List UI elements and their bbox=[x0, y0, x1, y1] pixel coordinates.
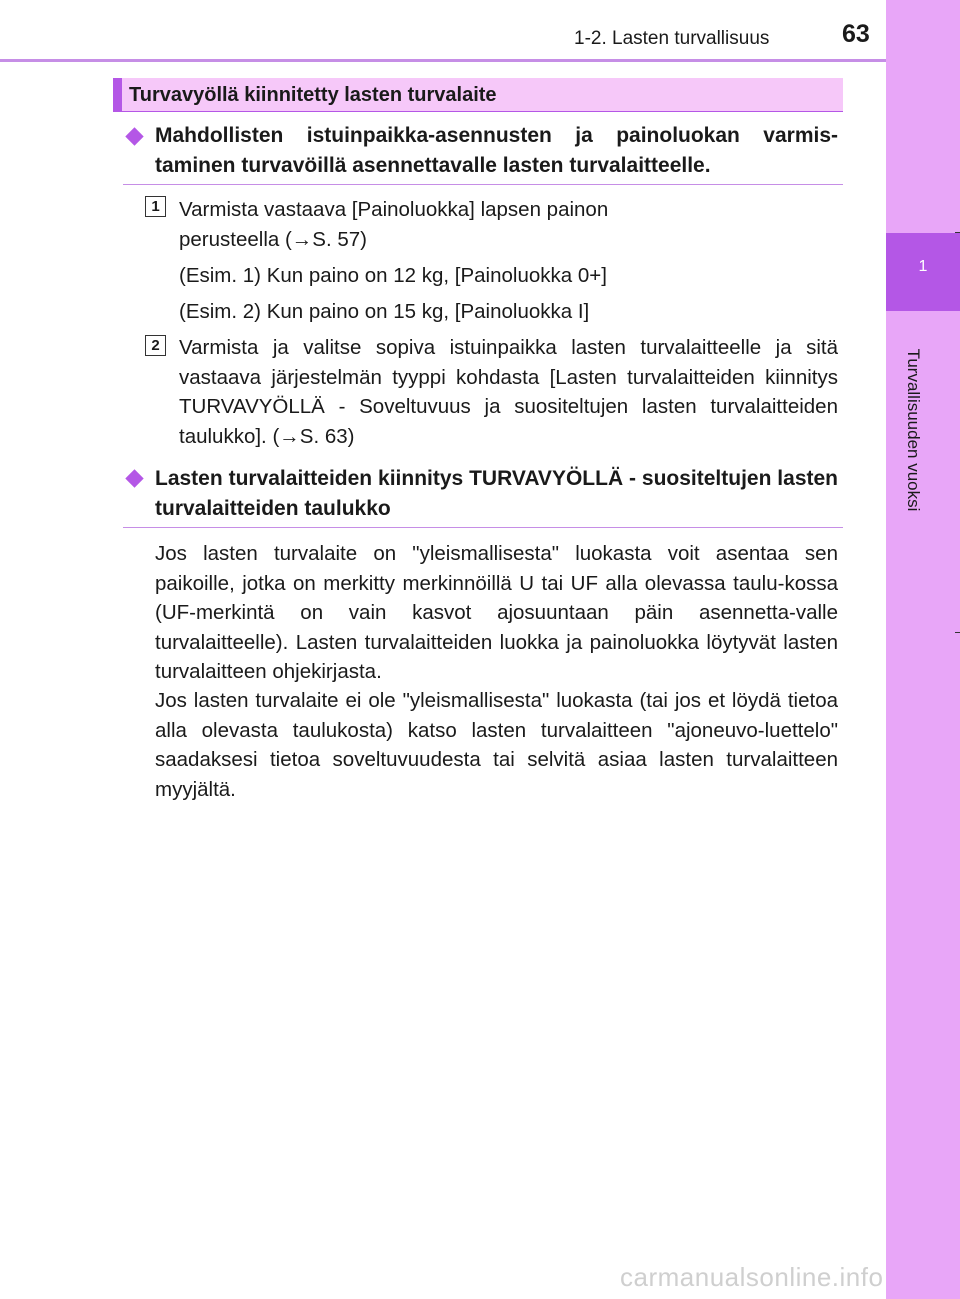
header-section-title: 1-2. Lasten turvallisuus bbox=[574, 28, 770, 49]
step-text: Varmista vastaava [Painoluokka] lapsen painon perusteella (→S. 57) bbox=[179, 198, 609, 251]
header-divider bbox=[0, 59, 886, 62]
section-title-accent bbox=[113, 78, 122, 112]
subsection-heading: Lasten turvalaitteiden kiinnitys TURVAVYÖLLÄ - suositeltujen lasten turvalaitteiden taulukko bbox=[155, 467, 838, 520]
chapter-side-tab bbox=[886, 0, 960, 1299]
step-example: (Esim. 1) Kun paino on 12 kg, [Painoluokka 0+] bbox=[179, 264, 607, 287]
tab-tick bbox=[955, 632, 960, 633]
section-title: Turvavyöllä kiinnitetty lasten turvalaite bbox=[129, 84, 497, 106]
step-number-badge: 1 bbox=[145, 196, 166, 217]
page-number: 63 bbox=[842, 20, 870, 48]
step-number-badge: 2 bbox=[145, 335, 166, 356]
section-title-rule bbox=[113, 111, 843, 112]
body-paragraph: Jos lasten turvalaite ei ole "yleismallisesta" luokasta (tai jos et löydä tietoa alla olevasta taulukosta) katso lasten turvalaitteen "ajoneuvo-luettelo" saadaksesi tietoa soveltuvuudesta tai selvitä asiaa lasten turvalaitteen myyjältä. bbox=[155, 689, 838, 801]
tab-tick bbox=[955, 232, 960, 233]
subsection-rule bbox=[123, 527, 843, 528]
diamond-bullet-icon bbox=[125, 127, 143, 145]
subsection-heading: Mahdollisten istuinpaikka-asennusten ja painoluokan varmis-taminen turvavöillä asennettavalle lasten turvalaitteelle. bbox=[155, 124, 838, 177]
chapter-title: Turvallisuuden vuoksi bbox=[904, 348, 923, 512]
subsection-rule bbox=[123, 184, 843, 185]
diamond-bullet-icon bbox=[125, 469, 143, 487]
step-text: Varmista ja valitse sopiva istuinpaikka lasten turvalaitteelle ja sitä vastaava järjestelmän tyyppi kohdasta [Lasten turvalaitteiden kiinnitys TURVAVYÖLLÄ - Soveltuvuus ja suositeltujen lasten turvalaitteiden taulukko]. (→S. 63) bbox=[179, 336, 838, 448]
step-example: (Esim. 2) Kun paino on 15 kg, [Painoluokka I] bbox=[179, 300, 590, 323]
chapter-number: 1 bbox=[918, 258, 928, 275]
body-paragraph: Jos lasten turvalaite on "yleismallisesta" luokasta voit asentaa sen paikoille, jotka on merkitty merkinnöillä U tai UF alla olevassa taulu-kossa (UF-merkintä on vain kasvot ajosuuntaan päin asennetta-valle turvalaitteelle). Lasten turvalaitteiden luokka ja painoluokka löytyvät lasten turvalaitteen ohjekirjasta. bbox=[155, 542, 838, 683]
watermark-text: carmanualsonline.info bbox=[620, 1262, 884, 1292]
